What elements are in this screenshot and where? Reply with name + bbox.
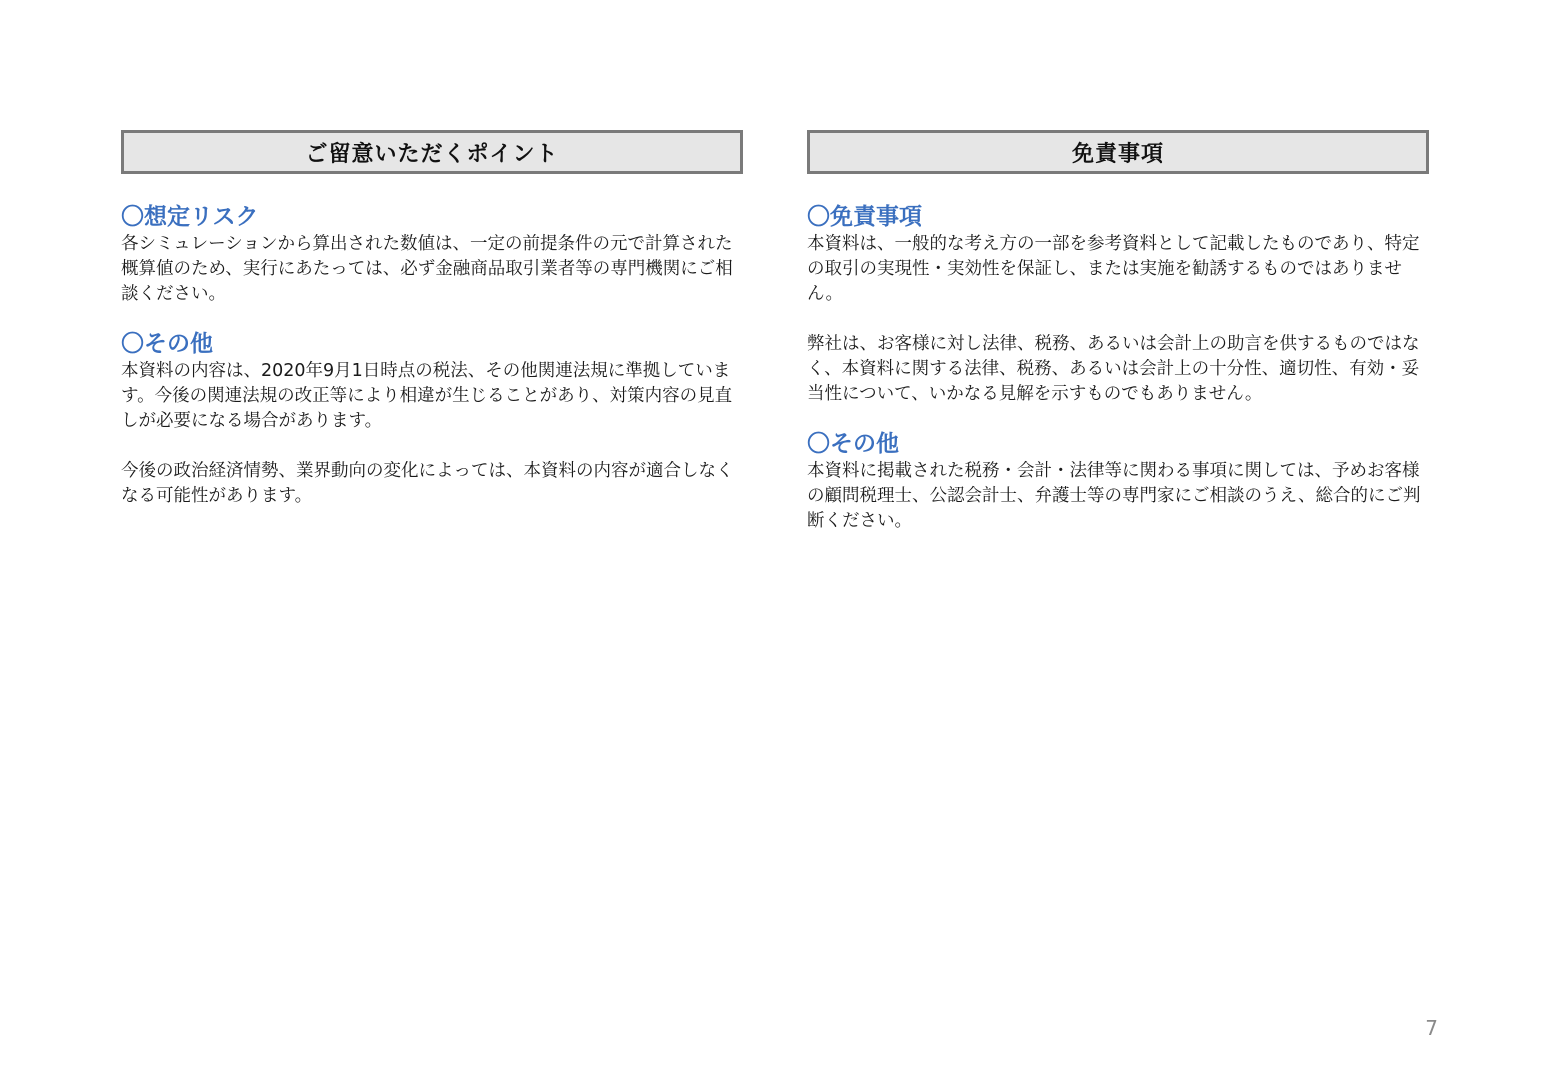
- disclaimer-header-label: 免責事項: [1071, 141, 1164, 167]
- paragraph: 本資料は、一般的な考え方の一部を参考資料として記載したものであり、特定の取引の実現性・実効性を保証し、または実施を勧誘するものではありません。: [807, 234, 1420, 304]
- paragraph: 本資料に掲載された税務・会計・法律等に関わる事項に関しては、予めお客様の顧問税理士、公認会計士、弁護士等の専門家にご相談のうえ、総合的にご判断ください。: [807, 461, 1421, 531]
- right-body: [807, 202, 1429, 534]
- points-header: [121, 130, 743, 174]
- paragraph: 本資料の内容は、2020年9月1日時点の税法、その他関連法規に準拠しています。今後の関連法規の改正等により相違が生じることがあり、対策内容の見直しが必要になる場合があります。: [121, 361, 733, 431]
- section-heading: 〇その他: [807, 431, 899, 457]
- paragraph: 今後の政治経済情勢、業界動向の変化によっては、本資料の内容が適合しなくなる可能性があります。: [121, 461, 734, 506]
- points-header-label: ご留意いただくポイント: [305, 141, 559, 167]
- section-heading: 〇想定リスク: [121, 204, 259, 230]
- section-heading: 〇免責事項: [807, 204, 922, 230]
- right-column: [807, 130, 1429, 556]
- disclaimer-header: [807, 130, 1429, 174]
- section-other-left: [121, 329, 743, 509]
- left-body: [121, 202, 743, 509]
- left-column: [121, 130, 743, 531]
- paragraph: 各シミュレーションから算出された数値は、一定の前提条件の元で計算された概算値のため、実行にあたっては、必ず金融商品取引業者等の専門機関にご相談ください。: [121, 234, 733, 304]
- section-assumed-risk: [121, 202, 743, 307]
- paragraph: 弊社は、お客様に対し法律、税務、あるいは会計上の助言を供するものではなく、本資料に関する法律、税務、あるいは会計上の十分性、適切性、有効・妥当性について、いかなる見解を示すものでもありません。: [807, 334, 1420, 404]
- section-disclaimer: [807, 202, 1429, 407]
- page-number: 7: [1425, 1016, 1438, 1040]
- section-other-right: [807, 429, 1429, 534]
- section-heading: 〇その他: [121, 331, 213, 357]
